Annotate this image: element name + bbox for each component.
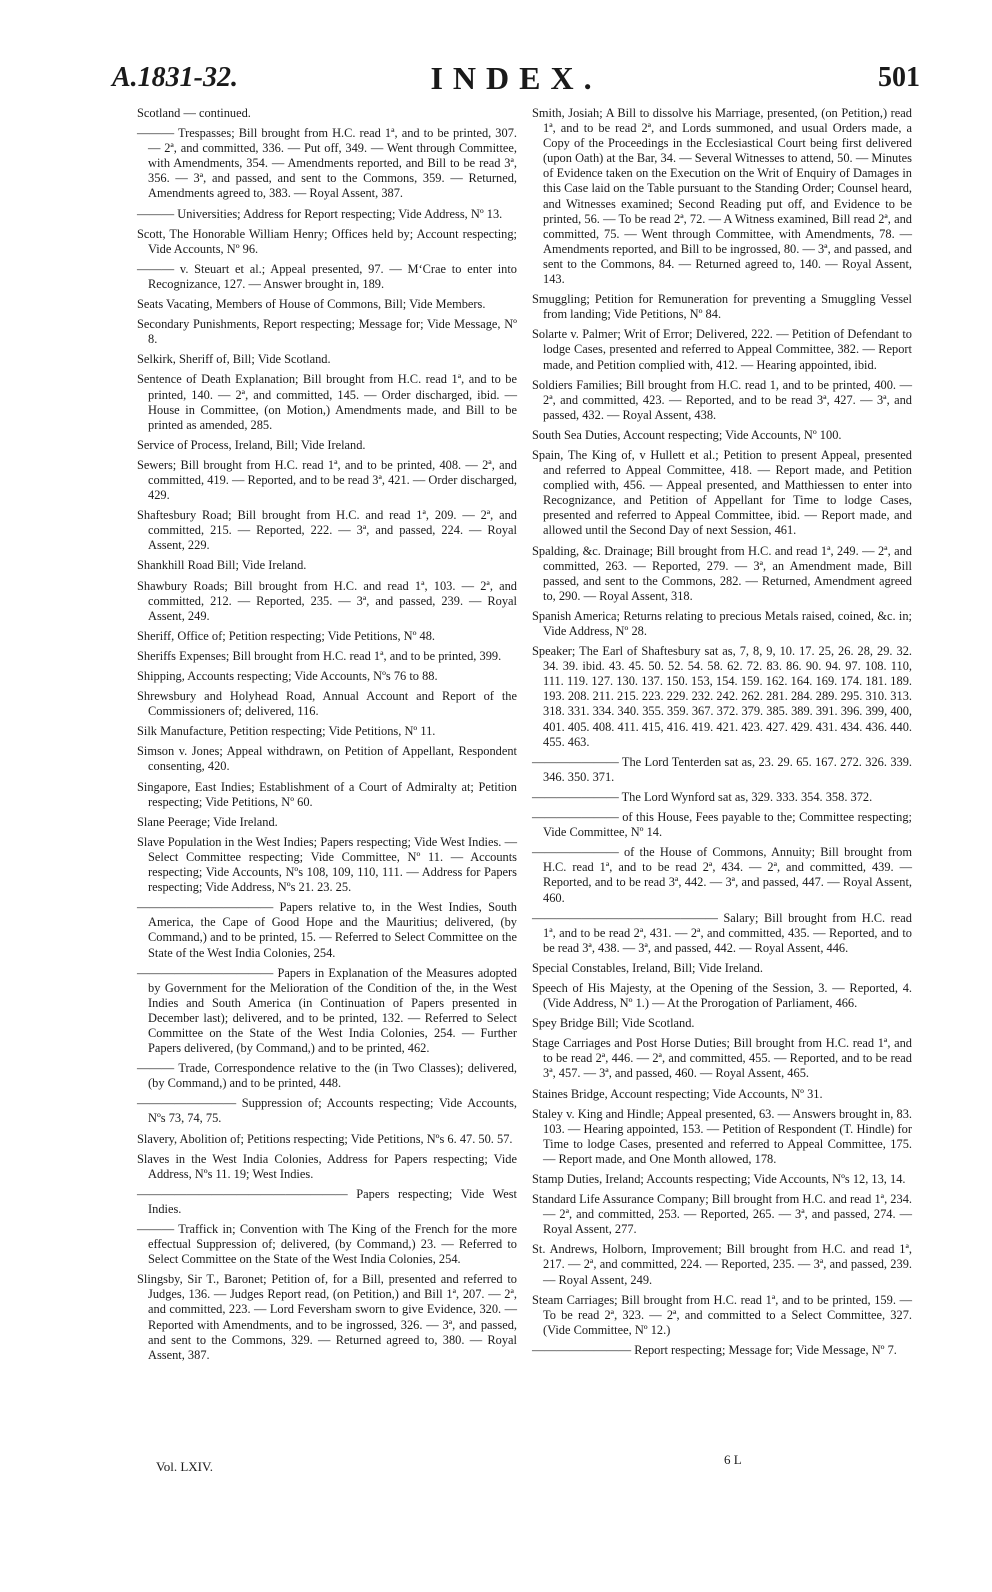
index-entry: ——— v. Steuart et al.; Appeal presented, 97. — M‘Crae to enter into Recognizance, 127. — Answer brought in, 189. [137,261,517,291]
index-entry: Shawbury Roads; Bill brought from H.C. and read 1ª, 103. — 2ª, and committed, 212. — Reported, 235. — 3ª, and passed, 239. — Royal Assent, 249. [137,578,517,623]
volume-label: Vol. LXIV. [156,1459,213,1474]
index-entry: ——————— The Lord Tenterden sat as, 23. 29. 65. 167. 272. 326. 339. 346. 350. 371. [532,754,912,784]
index-entry: ——————————— Papers in Explanation of the Measures adopted by Government for the Melioration of the Condition of the, in the West Indies and South America (in Continuation of Papers presented in December last); delivered, and to be printed, 132. — Referred to Select Committee on the State of the West India Colonies, 254. — Further Papers delivered, (by Command,) and to be printed, 462. [137,965,517,1056]
index-entry: Seats Vacating, Members of House of Commons, Bill; Vide Members. [137,297,486,312]
index-entry: ——— Universities; Address for Report respecting; Vide Address, Nº 13. [137,206,503,221]
index-entry: ———————— Suppression of; Accounts respecting; Vide Accounts, Nºs 73, 74, 75. [137,1096,517,1126]
signature-mark: 6 L [724,1452,742,1467]
index-entry: Sheriffs Expenses; Bill brought from H.C. read 1ª, and to be printed, 399. [137,648,502,663]
index-entry: Staley v. King and Hindle; Appeal presented, 63. — Answers brought in, 83. 103. — Hearing appointed, 153. — Petition of Respondent (T. Hindle) for Time to lodge Cases, presented and referred to Appeal Committee, 175. — Report made, and One Month allowed, 178. [532,1106,912,1166]
index-column-left [137,106,517,1368]
index-entry: Steam Carriages; Bill brought from H.C. read 1ª, and to be printed, 159. — To be read 2ª, 323. — 2ª, and committed to a Select Committee, 327. (Vide Committee, Nº 12.) [532,1292,912,1337]
index-entry: ——————— of this House, Fees payable to the; Committee respecting; Vide Committee, Nº 14. [532,810,912,840]
index-entry: Spain, The King of, v Hullett et al.; Petition to present Appeal, presented and referred to Appeal Committee, 418. — Report made, and Petition complied with, 456. — Appeal presented, and Matthiessen to enter into Recognizance, and Petition of Appellant for Time to lodge Cases, presented and referred to Appeal Committee, ibid. — Report made, and allowed until the Second Day of next Session, 461. [532,447,912,538]
index-entry: Scotland — continued. [137,106,251,120]
index-entry: Soldiers Families; Bill brought from H.C. read 1, and to be printed, 400. — 2ª, and committed, 423. — Reported, and to be read 3ª, 427. — 3ª, and passed, 432. — Royal Assent, 438. [532,377,912,422]
year-label: A.1831-32. [112,62,238,93]
index-entry: St. Andrews, Holborn, Improvement; Bill brought from H.C. and read 1ª, 217. — 2ª, and committed, 224. — Reported, 235. — 3ª, and passed, 239. — Royal Assent, 249. [532,1242,912,1287]
index-column-right [532,106,912,1363]
index-entry: Simson v. Jones; Appeal withdrawn, on Petition of Appellant, Respondent consenting, 420. [137,744,517,774]
index-entry: Shankhill Road Bill; Vide Ireland. [137,558,307,573]
index-entry: Service of Process, Ireland, Bill; Vide Ireland. [137,437,366,452]
index-entry: Sheriff, Office of; Petition respecting; Vide Petitions, Nº 48. [137,628,436,643]
index-entry: Shipping, Accounts respecting; Vide Accounts, Nºs 76 to 88. [137,669,438,683]
page-title: INDEX. [430,60,602,96]
index-entry: South Sea Duties, Account respecting; Vide Accounts, Nº 100. [532,427,842,442]
index-entry: Solarte v. Palmer; Writ of Error; Delivered, 222. — Petition of Defendant to lodge Cases, presented and referred to Appeal Committee, 382. — Report made, and Petition complied with, 412. — Hearing appointed, ibid. [532,327,912,372]
index-entry: Staines Bridge, Account respecting; Vide Accounts, Nº 31. [532,1086,823,1101]
index-entry: Speech of His Majesty, at the Opening of the Session, 3. — Reported, 4. (Vide Address, Nº 1.) — At the Prorogation of Parliament, 466. [532,980,912,1011]
index-entry: Standard Life Assurance Company; Bill brought from H.C. and read 1ª, 234. — 2ª, and committed, 253. — Reported, 265. — 3ª, and passed, 274. — Royal Assent, 277. [532,1192,912,1237]
index-entry: Sentence of Death Explanation; Bill brought from H.C. read 1ª, and to be printed, 140. — 2ª, and committed, 145. — Order discharged, ibid. — House in Committee, (on Motion,) Amendments made, and Bill to be printed as amended, 285. [137,372,517,432]
index-entry: ——————— of the House of Commons, Annuity; Bill brought from H.C. read 1ª, and to be read 2ª, 434. — 2ª, and committed, 439. — Reported, and to be read 3ª, 442. — 3ª, and passed, 447. — Royal Assent, 460. [532,845,912,905]
index-entry: Shrewsbury and Holyhead Road, Annual Account and Report of the Commissioners of; delivered, 116. [137,689,517,719]
index-entry: Slingsby, Sir T., Baronet; Petition of, for a Bill, presented and referred to Judges, 136. — Judges Report read, (on Petition,) and Bill 1ª, 207. — 2ª, and committed, 223. — Lord Feversham sworn to give Evidence, 320. — Reported with Amendments, and to be ingrossed, 326. — 3ª, and passed, and sent to the Commons, 329. — Returned agreed to, 380. — Royal Assent, 387. [137,1272,517,1362]
index-entry: Spey Bridge Bill; Vide Scotland. [532,1016,695,1031]
index-entry: Selkirk, Sheriff of, Bill; Vide Scotland. [137,352,331,367]
index-entry: Special Constables, Ireland, Bill; Vide Ireland. [532,960,763,975]
index-entry: Secondary Punishments, Report respecting; Message for; Vide Message, Nº 8. [137,317,517,347]
index-entry: ——————————— Papers relative to, in the West Indies, South America, the Cape of Good Hope and the Mauritius; delivered, (by Command,) and to be printed, 15. — Referred to Select Committee on the State of the West India Colonies, 254. [137,900,517,960]
index-entry: Smith, Josiah; A Bill to dissolve his Marriage, presented, (on Petition,) read 1ª, and to be read 2ª, and Lords summoned, and usual Orders made, a Copy of the Proceedings in the Ecclesiastical Court being first delivered (upon Oath) at the Bar, 34. — Several Witnesses to attend, 50. — Minutes of Evidence taken on the Execution on the Writ of Enquiry of Damages in this Case laid on the Table pursuant to the Standing Order; Counsel heard, and Witnesses examined; Second Reading put off, and Evidence to be printed, 56. — To be read 2ª, 72. — A Witness examined, Bill read 2ª, and committed, 75. — Went through Committee, with Amendments, 78. — Amendments reported, and Bill to be ingrossed, 80. — 3ª, and passed, and sent to the Commons, 84. — Returned agreed to, 140. — Royal Assent, 143. [532,106,912,287]
index-entry: ——————————————— Salary; Bill brought from H.C. read 1ª, and to be read 2ª, 431. — 2ª, and committed, 435. — Reported, and to be read 3ª, 438. — 3ª, and passed, 442. — Royal Assent, 446. [532,910,912,955]
index-entry: Spalding, &c. Drainage; Bill brought from H.C. and read 1ª, 249. — 2ª, and committed, 263. — Reported, 279. — 3ª, an Amendment made, Bill passed, and sent to the Commons, 282. — Returned, Amendment agreed to, 290. — Royal Assent, 318. [532,543,912,603]
index-entry: ——— Traffick in; Convention with The King of the French for the more effectual Suppression of; delivered, (by Command,) 23. — Referred to Select Committee on the State of the West India Colonies, 254. [137,1222,517,1267]
page-header [112,58,920,102]
index-entry: Sewers; Bill brought from H.C. read 1ª, and to be printed, 408. — 2ª, and committed, 419. — Reported, and to be read 3ª, 421. — Order discharged, 429. [137,457,517,503]
index-entry: Stage Carriages and Post Horse Duties; Bill brought from H.C. read 1ª, and to be read 2ª, 446. — 2ª, and committed, 455. — Reported, and to be read 3ª, 457. — 3ª, and passed, 460. — Royal Assent, 465. [532,1036,912,1081]
index-entry: Spanish America; Returns relating to precious Metals raised, coined, &c. in; Vide Address, Nº 28. [532,608,912,638]
index-entry: Slave Population in the West Indies; Papers respecting; Vide West Indies. — Select Committee respecting; Vide Committee, Nº 11. — Accounts respecting; Vide Accounts, Nºs 108, 109, 110, 111. — Address for Papers respecting; Vide Address, Nºs 21. 23. 25. [137,834,517,895]
index-entry: Singapore, East Indies; Establishment of a Court of Admiralty at; Petition respecting; Vide Petitions, Nº 60. [137,779,517,809]
index-entry: Slavery, Abolition of; Petitions respecting; Vide Petitions, Nºs 6. 47. 50. 57. [137,1131,513,1146]
index-entry: ————————————————— Papers respecting; Vide West Indies. [137,1186,517,1216]
index-entry: Slaves in the West India Colonies, Address for Papers respecting; Vide Address, Nºs 11. 19; West Indies. [137,1151,517,1181]
page-number: 501 [878,62,920,93]
index-entry: Slane Peerage; Vide Ireland. [137,814,278,829]
index-entry: ——————— The Lord Wynford sat as, 329. 333. 354. 358. 372. [532,789,873,804]
index-entry: Silk Manufacture, Petition respecting; Vide Petitions, Nº 11. [137,724,436,739]
index-entry: Scott, The Honorable William Henry; Offices held by; Account respecting; Vide Accounts, Nº 96. [137,226,517,256]
index-entry: Speaker; The Earl of Shaftesbury sat as, 7, 8, 9, 10. 17. 25, 26. 28, 29. 32. 34. 39. ibid. 43. 45. 50. 52. 54. 58. 62. 72. 83. 86. 90. 94. 97. 108. 110, 111. 119. 127. 130. 137. 150. 153, 154. 159. 162. 164. 169. 174. 181. 189. 193. 208. 211. 215. 223. 229. 232. 242. 262. 281. 284. 289. 295. 310. 313. 318. 331. 334. 340. 355. 359. 367. 372. 379. 385. 389. 391. 396. 399, 400, 401. 405. 408. 411. 415, 416. 419. 421. 423. 427. 429. 431. 434. 436. 440. 455. 463. [532,644,912,749]
index-entry: ——— Trespasses; Bill brought from H.C. read 1ª, and to be printed, 307. — 2ª, and committed, 336. — Put off, 349. — Went through Committee, with Amendments, 354. — Amendments reported, and Bill to be read 3ª, 356. — 3ª, and passed, and sent to the Commons, 359. — Returned, Amendments agreed to, 383. — Royal Assent, 387. [137,126,517,201]
index-entry: ———————— Report respecting; Message for; Vide Message, Nº 7. [532,1342,897,1357]
index-entry: ——— Trade, Correspondence relative to the (in Two Classes); delivered, (by Command,) and to be printed, 448. [137,1061,517,1091]
index-entry: Stamp Duties, Ireland; Accounts respecting; Vide Accounts, Nºs 12, 13, 14. [532,1172,906,1186]
index-entry: Shaftesbury Road; Bill brought from H.C. and read 1ª, 209. — 2ª, and committed, 215. — Reported, 222. — 3ª, and passed, 224. — Royal Assent, 229. [137,508,517,553]
index-entry: Smuggling; Petition for Remuneration for preventing a Smuggling Vessel from landing; Vide Petitions, Nº 84. [532,292,912,322]
